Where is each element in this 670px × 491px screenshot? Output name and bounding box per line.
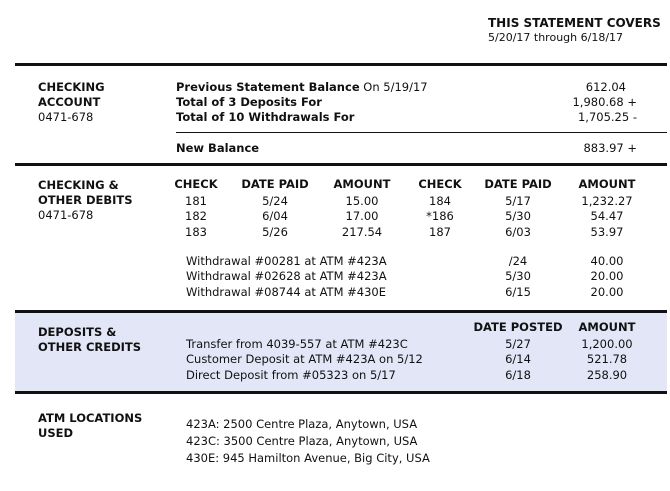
atm-location: 423A: 2500 Centre Plaza, Anytown, USA xyxy=(186,417,418,431)
column-header-check: CHECK xyxy=(418,177,462,191)
column-header-date-paid: DATE PAID xyxy=(484,177,552,191)
credit-date: 6/18 xyxy=(505,368,531,382)
new-balance-label: New Balance xyxy=(176,141,260,155)
previous-balance-date: On 5/19/17 xyxy=(363,80,428,94)
withdrawal-amount: 20.00 xyxy=(590,285,624,299)
check-date: 5/17 xyxy=(505,194,531,208)
checking-account-number: 0471-678 xyxy=(38,110,94,124)
credit-date: 6/14 xyxy=(505,352,531,366)
statement-covers-label: THIS STATEMENT COVERS xyxy=(488,16,661,30)
column-header-amount: AMOUNT xyxy=(333,177,391,191)
column-header-date-posted: DATE POSTED xyxy=(473,320,563,334)
check-number: 182 xyxy=(185,209,207,223)
withdrawal-amount: 40.00 xyxy=(590,254,624,268)
previous-balance-row xyxy=(176,80,428,94)
check-number: 184 xyxy=(429,194,451,208)
check-number: *186 xyxy=(426,209,454,223)
credit-amount: 521.78 xyxy=(586,352,628,366)
credit-amount: 1,200.00 xyxy=(581,337,633,351)
credit-description: Transfer from 4039-557 at ATM #423C xyxy=(186,337,408,351)
atm-label-line2: USED xyxy=(38,426,74,440)
check-date: 6/03 xyxy=(505,225,531,239)
check-date: 5/30 xyxy=(505,209,531,223)
withdrawal-amount: 20.00 xyxy=(590,269,624,283)
check-amount: 1,232.27 xyxy=(581,194,633,208)
total-deposits-value: 1,980.68 + xyxy=(572,95,637,109)
withdrawal-date: 5/30 xyxy=(505,269,531,283)
column-header-date-paid: DATE PAID xyxy=(241,177,309,191)
debits-account-number: 0471-678 xyxy=(38,208,94,222)
credits-label-line2: OTHER CREDITS xyxy=(38,340,142,354)
withdrawal-date: /24 xyxy=(508,254,528,268)
section-divider xyxy=(15,163,667,166)
withdrawal-description: Withdrawal #08744 at ATM #430E xyxy=(186,285,387,299)
check-amount: 15.00 xyxy=(345,194,379,208)
section-divider xyxy=(15,63,667,66)
debits-label-line2: OTHER DEBITS xyxy=(38,193,133,207)
withdrawal-description: Withdrawal #02628 at ATM #423A xyxy=(186,269,387,283)
total-deposits-label: Total of 3 Deposits For xyxy=(176,95,322,109)
new-balance-value: 883.97 + xyxy=(583,141,637,155)
check-date: 6/04 xyxy=(262,209,288,223)
withdrawal-description: Withdrawal #00281 at ATM #423A xyxy=(186,254,387,268)
column-header-amount: AMOUNT xyxy=(578,320,636,334)
check-date: 5/24 xyxy=(262,194,288,208)
check-number: 181 xyxy=(185,194,207,208)
subtotal-divider xyxy=(176,132,667,133)
column-header-check: CHECK xyxy=(174,177,218,191)
debits-label-line1: CHECKING & xyxy=(38,178,119,192)
previous-balance-label: Previous Statement Balance xyxy=(176,80,360,94)
credit-amount: 258.90 xyxy=(586,368,628,382)
total-withdrawals-label: Total of 10 Withdrawals For xyxy=(176,110,355,124)
withdrawal-date: 6/15 xyxy=(505,285,531,299)
previous-balance-value: 612.04 xyxy=(585,80,626,94)
check-number: 187 xyxy=(429,225,451,239)
check-amount: 54.47 xyxy=(590,209,624,223)
credit-date: 5/27 xyxy=(505,337,531,351)
checking-label-line1: CHECKING xyxy=(38,80,105,94)
credit-description: Direct Deposit from #05323 on 5/17 xyxy=(186,368,396,382)
atm-location: 430E: 945 Hamilton Avenue, Big City, USA xyxy=(186,451,430,465)
atm-label-line1: ATM LOCATIONS xyxy=(38,411,143,425)
total-withdrawals-value: 1,705.25 - xyxy=(577,110,637,124)
check-amount: 217.54 xyxy=(341,225,383,239)
credit-description: Customer Deposit at ATM #423A on 5/12 xyxy=(186,352,423,366)
check-number: 183 xyxy=(185,225,207,239)
credits-label-line1: DEPOSITS & xyxy=(38,325,117,339)
statement-covers-range: 5/20/17 through 6/18/17 xyxy=(488,31,624,44)
check-date: 5/26 xyxy=(262,225,288,239)
checking-label-line2: ACCOUNT xyxy=(38,95,101,109)
atm-location: 423C: 3500 Centre Plaza, Anytown, USA xyxy=(186,434,418,448)
section-divider xyxy=(15,391,667,394)
check-amount: 17.00 xyxy=(345,209,379,223)
check-amount: 53.97 xyxy=(590,225,624,239)
column-header-amount: AMOUNT xyxy=(578,177,636,191)
